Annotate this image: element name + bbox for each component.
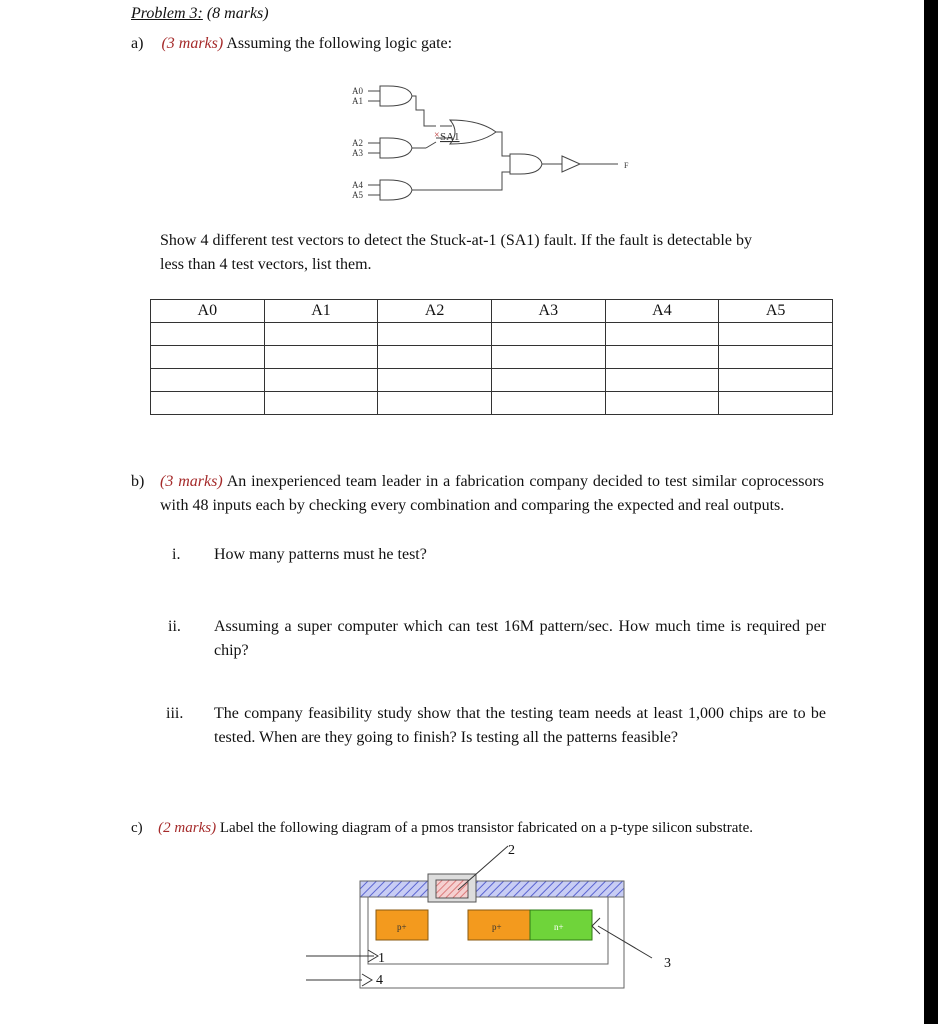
callout-label-1: 1: [378, 951, 385, 966]
header-a0: A0: [151, 300, 265, 323]
table-header-row: [151, 300, 833, 323]
input-label-a2: A2: [352, 138, 363, 148]
region-label-p-plus-1: p+: [397, 922, 407, 932]
buffer-gate: [562, 156, 580, 172]
table-cell[interactable]: [151, 346, 265, 369]
table-row: [151, 392, 833, 415]
table-cell[interactable]: [264, 346, 378, 369]
pmos-diagram: [300, 838, 700, 998]
part-c-label: c): [131, 820, 143, 836]
region-label-n-plus: n+: [554, 922, 564, 932]
part-c-text: Label the following diagram of a pmos transistor fabricated on a p-type silicon substrate.: [216, 820, 753, 836]
table-cell[interactable]: [719, 346, 833, 369]
part-b-item-1-num: i.: [172, 546, 181, 563]
header-a4: A4: [605, 300, 719, 323]
fault-marker-icon: ×: [434, 130, 440, 141]
test-vector-table: [150, 299, 833, 415]
table-row: [151, 369, 833, 392]
input-label-a3: A3: [352, 148, 363, 158]
part-b-text: An inexperienced team leader in a fabrication company decided to test similar coprocessors with 48 inputs each by checking every combination and comparing the expected and real outputs.: [160, 473, 824, 514]
table-cell[interactable]: [491, 346, 605, 369]
table-cell[interactable]: [264, 392, 378, 415]
fault-label: SA1: [440, 131, 460, 143]
part-b-item-2-num: ii.: [168, 618, 181, 635]
metal-layer: [360, 881, 624, 897]
problem-title: [131, 2, 269, 26]
part-b-item-3-text: The company feasibility study show that the testing team needs at least 1,000 chips are to be tested. When are they going to finish? Is testing all the patterns feasible?: [214, 705, 826, 746]
part-a-question-line1: Show 4 different test vectors to detect the Stuck-at-1 (SA1) fault. If the fault is detectable by: [160, 232, 752, 249]
input-label-a4: A4: [352, 180, 363, 190]
callout-label-4: 4: [376, 973, 383, 988]
part-c-heading: [131, 816, 753, 840]
table-cell[interactable]: [605, 392, 719, 415]
and-gate-1: [380, 86, 412, 106]
table-cell[interactable]: [605, 323, 719, 346]
region-label-p-plus-2: p+: [492, 922, 502, 932]
problem-title-text: Problem 3:: [131, 5, 203, 22]
part-a-heading: [131, 32, 452, 56]
table-cell[interactable]: [491, 369, 605, 392]
part-b-item-2-text: Assuming a super computer which can test 16M pattern/sec. How much time is required per chip?: [214, 618, 826, 659]
part-b-item-3-num: iii.: [166, 705, 184, 722]
part-b-label: b): [131, 473, 145, 490]
header-a5: A5: [719, 300, 833, 323]
table-row: [151, 323, 833, 346]
table-row: [151, 346, 833, 369]
table-cell[interactable]: [151, 323, 265, 346]
table-cell[interactable]: [151, 369, 265, 392]
table-cell[interactable]: [264, 323, 378, 346]
table-cell[interactable]: [605, 369, 719, 392]
table-cell[interactable]: [378, 346, 492, 369]
output-label: F: [624, 161, 629, 170]
table-cell[interactable]: [378, 392, 492, 415]
table-cell[interactable]: [719, 392, 833, 415]
input-label-a1: A1: [352, 96, 363, 106]
header-a1: A1: [264, 300, 378, 323]
callout-label-3: 3: [664, 956, 671, 971]
header-a2: A2: [378, 300, 492, 323]
and-gate-final: [510, 154, 542, 174]
table-cell[interactable]: [491, 323, 605, 346]
part-c-marks: (2 marks): [158, 820, 217, 836]
table-cell[interactable]: [719, 323, 833, 346]
table-cell[interactable]: [151, 392, 265, 415]
and-gate-2: [380, 138, 412, 158]
logic-circuit-diagram: [340, 80, 640, 210]
part-b-paragraph: [160, 470, 824, 518]
table-cell[interactable]: [378, 323, 492, 346]
part-a-text: Assuming the following logic gate:: [223, 35, 453, 52]
part-a-marks: (3 marks): [161, 35, 224, 52]
gate-poly: [436, 880, 468, 898]
header-a3: A3: [491, 300, 605, 323]
table-cell[interactable]: [491, 392, 605, 415]
table-cell[interactable]: [264, 369, 378, 392]
and-gate-3: [380, 180, 412, 200]
table-cell[interactable]: [719, 369, 833, 392]
part-b-marks: (3 marks): [160, 473, 223, 490]
part-a-label: a): [131, 35, 144, 52]
callout-label-2: 2: [508, 843, 515, 858]
part-b-item-1-text: How many patterns must he test?: [214, 546, 427, 563]
input-label-a0: A0: [352, 86, 363, 96]
table-cell[interactable]: [605, 346, 719, 369]
input-label-a5: A5: [352, 190, 363, 200]
part-a-question-line2: less than 4 test vectors, list them.: [160, 256, 372, 273]
problem-marks: (8 marks): [206, 5, 269, 22]
table-cell[interactable]: [378, 369, 492, 392]
